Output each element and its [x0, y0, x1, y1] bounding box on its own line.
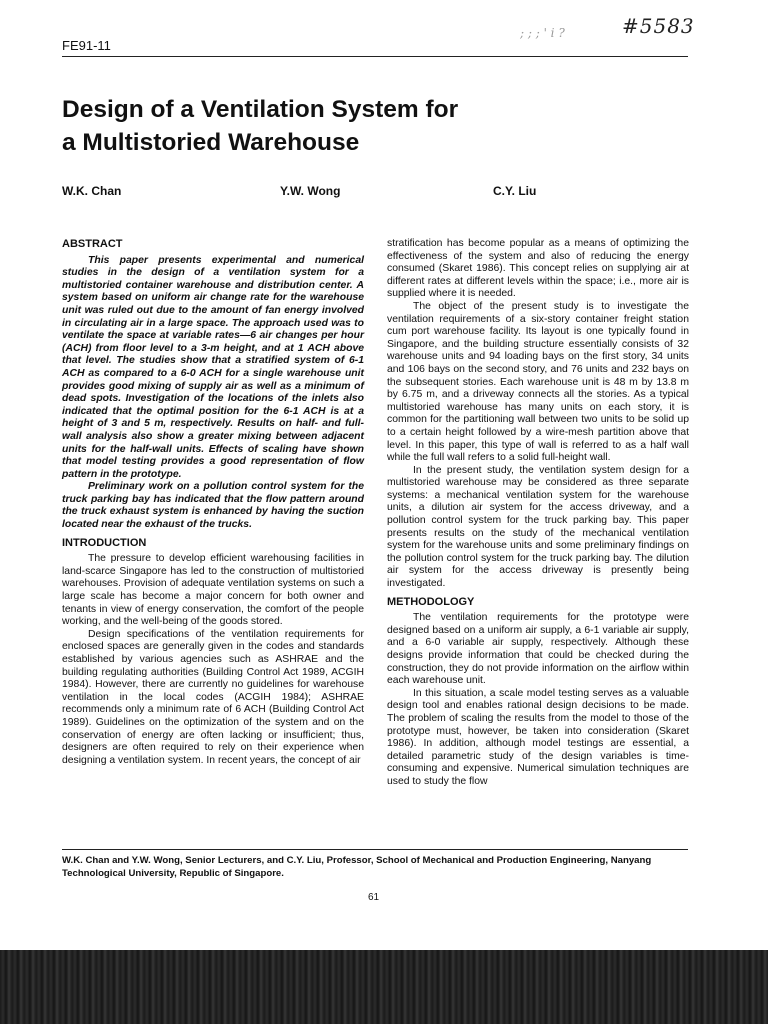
- abstract-paragraph: This paper presents experimental and numerical studies in the design of a ventilation system for a multistoried container warehouse and distribution center. A system based on uniform air change rate for the warehouse unit was ruled out due to the amount of fan energy involved in circulating air in a large space. The approach used was to ventilate the space at variable rates—6 air changes per hour (ACH) from floor level to a 3-m height, and at 1 ACH above that level. The studies show that a stratified system of 6-1 ACH as compared to a 6-0 ACH for a single warehouse unit provides good mixing of supply air as well as a minimum of dead spots. Investigation of the locations of the inlets also indicated that the optimal position for the 6-1 ACH is at a height of 3 and 5 m, respectively. Results on half- and full-wall analysis also show a greater mixing between adjacent units for the half-wall units. Effects of scaling have shown that model testing provides a good representation of flow pattern in the prototype.: [62, 254, 364, 480]
- title-line-1: Design of a Ventilation System for: [62, 96, 459, 123]
- abstract-paragraph: Preliminary work on a pollution control system for the truck parking bay has indicated that the flow pattern around the truck exhaust system is enhanced by having the suction located near the exhaust of the trucks.: [62, 481, 364, 531]
- methodology-heading: METHODOLOGY: [387, 595, 475, 608]
- footnote-rule: [62, 849, 688, 850]
- body-paragraph: In this situation, a scale model testing serves as a valuable design tool and enables rational design decisions to be made. The problem of scaling the results from the model to those of the prototype must, however, be taken into consideration (Skaret 1986). In addition, although model testings are essential, a detailed parametric study of the design variables is time-consuming and expensive. Numerical simulation techniques are used to study the flow: [387, 687, 689, 787]
- handwritten-marks: ; ; ; ' i ?: [520, 26, 565, 40]
- body-paragraph: Design specifications of the ventilation requirements for enclosed spaces are generally given in the codes and standards established by various agencies such as ASHRAE and the building regulating authorities (Building Control Act 1989, ACGIH 1984). However, there are currently no guidelines for warehouse ventilation in the local codes (ACGIH 1984); ASHRAE recommends only a minimum rate of 6 ACH (Building Control Act 1989). Guidelines on the optimization of the system and on the conservation of energy are often lacking or insufficient; thus, designers are often required to rely on their experience when designing a ventilation system. In recent years, the concept of air: [62, 628, 364, 766]
- author-3: C.Y. Liu: [493, 184, 537, 198]
- author-2: Y.W. Wong: [280, 184, 341, 198]
- body-paragraph: The pressure to develop efficient warehousing facilities in land-scarce Singapore has led to the construction of multistoried warehouses. Provision of adequate ventilation systems on such a large scale has become a major concern for both owner and tenants in view of energy conservation, the comfort of the people working, and the well-being of the goods stored.: [62, 553, 364, 628]
- abstract-heading: ABSTRACT: [62, 238, 123, 250]
- handwritten-number: #5583: [622, 14, 695, 38]
- body-paragraph: The object of the present study is to investigate the ventilation requirements of a six-story container freight station cum port warehouse facility. Its layout is one typically found in Singapore, and the building structure essentially consists of 32 warehouse units and 94 loading bays on the first story, 34 units and 106 bays on the second story, and 76 units and 232 bays on the subsequent stories. Each warehouse unit is 48 m by 13.8 m by 6.75 m, and a driveway connects all the stories. As a typical multistoried warehouse has many units on each story, it is common for the partitioning wall between two units to be solid up to a certain height followed by a wire-mesh partition above that level. In this paper, this type of wall is referred to as a half wall while the full wall refers to a solid full-height wall.: [387, 300, 689, 464]
- left-column: [62, 238, 364, 767]
- page-number: 61: [368, 892, 380, 903]
- title-line-2: a Multistoried Warehouse: [62, 129, 360, 156]
- body-paragraph: In the present study, the ventilation system design for a multistoried warehouse may be considered as three separate systems: a mechanical ventilation system for the warehouse units, a dilution air system for the access driveway, and a pollution control system for the truck parking bay. This paper presents results on the study of the mechanical ventilation system for the warehouse units and some preliminary findings on the pollution control system for the truck parking bay. The dilution air system for the access driveway is presently being investigated.: [387, 464, 689, 590]
- scan-edge-strip: [0, 950, 768, 1024]
- right-column: [387, 238, 689, 789]
- paper-code: FE91-11: [62, 38, 111, 53]
- header-rule: [62, 56, 688, 57]
- body-paragraph: stratification has become popular as a means of optimizing the effectiveness of the system and also of reducing the energy consumed (Skaret 1986). This concept relies on supplying air at different rates at different levels within the space; i.e., more air is supplied where it is needed.: [387, 238, 689, 300]
- paper-title: [62, 93, 702, 159]
- body-paragraph: The ventilation requirements for the prototype were designed based on a uniform air supply, a 6-1 variable air supply, and a 6-0 variable air supply, respectively. Although these designs provide information that could be checked during the construction, they do not provide information on the airflow within each warehouse unit.: [387, 612, 689, 687]
- author-1: W.K. Chan: [62, 184, 122, 198]
- author-affiliation-footnote: W.K. Chan and Y.W. Wong, Senior Lecturers, and C.Y. Liu, Professor, School of Mechanical and Production Engineering, Nanyang Technological University, Republic of Singapore.: [62, 855, 652, 879]
- introduction-heading: INTRODUCTION: [62, 536, 147, 549]
